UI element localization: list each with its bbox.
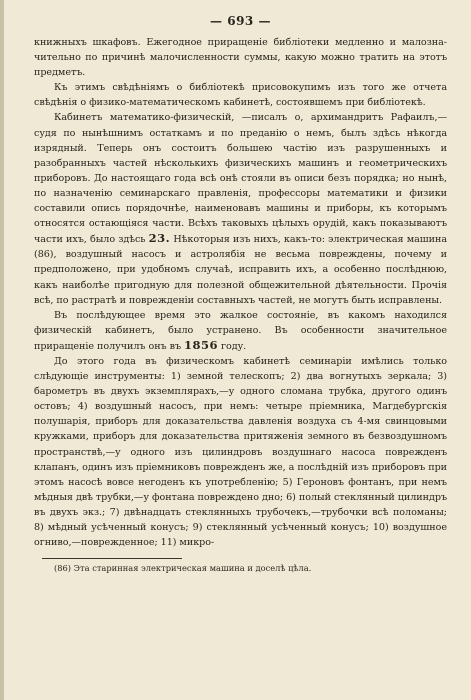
paragraph-1: книжныхъ шкафовъ. Ежегодное приращеніе библіотеки медленно и малозна-чительно по причинѣ малочисленности суммы, какую можно тратить на этотъ предметъ.	[34, 37, 447, 79]
year-number: 1856	[184, 337, 219, 352]
page-number: — 693 —	[210, 14, 271, 28]
paragraph-5: До этого года въ физическомъ кабинетѣ семинаріи имѣлись только слѣдующіе инструменты: 1) земной телескопъ; 2) два вогнутыхъ зеркала; 3) барометръ въ двухъ экземплярахъ,—у одного сломана трубка, другого одинъ остовъ; 4) воздушный насосъ, при немъ: четыре пріемника, Магдебургскія полушарія, приборъ для доказательства давленія воздуха съ 4-мя свинцовыми кружками, приборъ для доказательства притяженія земного въ безвоздушномъ пространствѣ,—у одного изъ цилиндровъ воздушнаго насоса поврежденъ клапанъ, одинъ изъ пріемниковъ поврежденъ же, а послѣдній изъ приборовъ при этомъ насосѣ вовсе негоденъ къ употребленію; 5) Героновъ фонтанъ, при немъ мѣдныя двѣ трубки,—у фонтана повреждено дно; 6) полый стеклянный цилиндръ въ двухъ экз.; 7) двѣнадцать стеклянныхъ трубочекъ,—трубочки всѣ поломаны; 8) мѣдный усѣченный конусъ; 9) стеклянный усѣченный конусъ; 10) воздушное огниво,—поврежденное; 11) микро-	[34, 355, 447, 549]
footnote: (86) Эта старинная электрическая машина и доселѣ цѣла.	[54, 563, 312, 574]
paragraph-4-text: Въ послѣдующее время это жалкое состояніе, въ какомъ находился физическій кабинетъ, было устранено. Въ особенности значительное приращеніе получилъ онъ въ	[34, 309, 447, 352]
paragraph-4-end: году.	[221, 340, 247, 352]
paragraph-2: Къ этимъ свѣдѣніямъ о библіотекѣ присовокупимъ изъ того же отчета свѣдѣнія о физико-математическомъ кабинетѣ, состоявшемъ при библіотекѣ.	[34, 82, 447, 109]
paragraph-3	[34, 110, 447, 307]
paragraph-3-continued: Нѣкоторыя изъ нихъ, какъ-то: электрическая машина (86), воздушный насосъ и астролябія не весьма повреждены, почему и предположено, при удобномъ случаѣ, исправить ихъ, а особенно послѣднюю, какъ наиболѣе пригодную для полезной общежительной дѣятельности. Прочія всѣ, по растратѣ и поврежденіи составныхъ частей, не могутъ быть исправлены.	[34, 234, 448, 306]
footnote-divider	[42, 558, 182, 559]
paragraph-3-text: Кабинетъ математико-физическій, —писалъ о, архимандритъ Рафаилъ,— судя по нынѣшнимъ остаткамъ и по преданію о немъ, былъ здѣсь нѣкогда изрядный. Теперь онъ состоитъ большею частію изъ разрушенныхъ и разобранныхъ частей нѣсколькихъ физическихъ машинъ и геометрическихъ приборовъ. До настоящаго года всѣ онѣ стояли въ описи безъ порядка; но нынѣ, по назначенію семинарскаго правленія, профессоры математики и физики составили опись порядочнѣе, наименовавъ машины и приборы, къ которымъ относятся остающіяся части. Всѣхъ таковыхъ цѣлыхъ орудій, какъ показываютъ части ихъ, было здѣсь	[34, 112, 447, 246]
paragraph-4	[34, 308, 447, 354]
instrument-count: 23.	[148, 231, 171, 246]
page-edge	[0, 0, 4, 700]
